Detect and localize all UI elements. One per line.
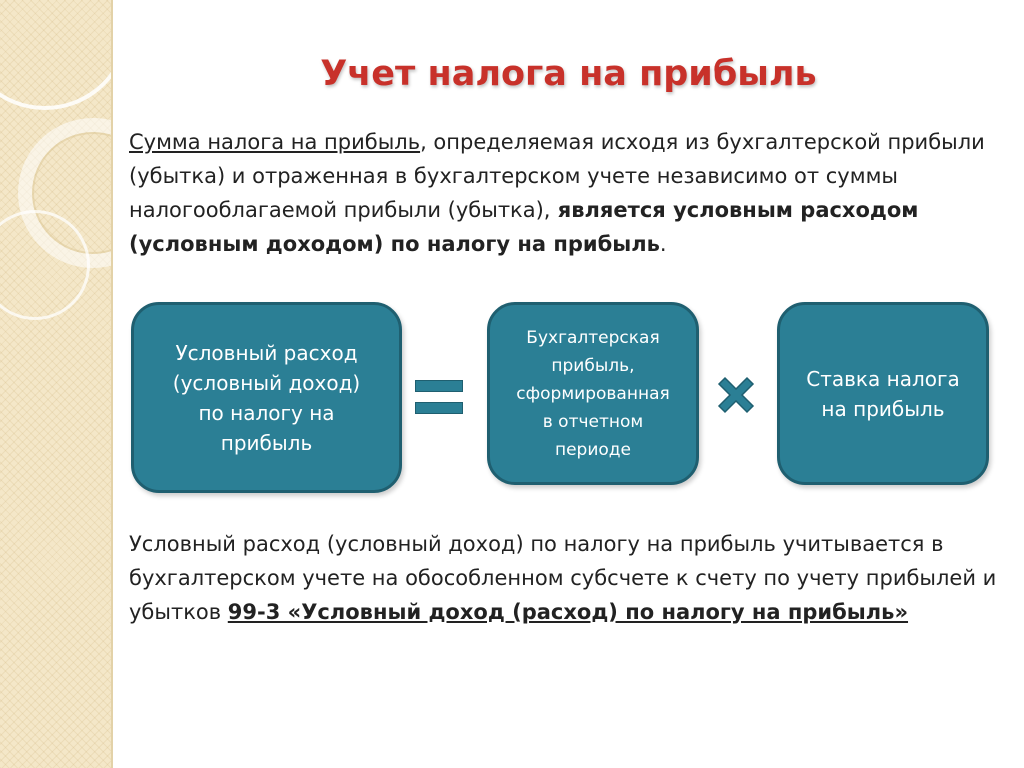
- box-line: прибыль,: [551, 355, 635, 376]
- box-line: прибыль: [220, 430, 313, 455]
- box-line: Ставка налога: [806, 366, 960, 391]
- box-line: Бухгалтерская: [526, 327, 660, 348]
- definition-bold: является условным расходом (условным доходом) по налогу на прибыль: [129, 198, 919, 256]
- term-underlined: Сумма налога на прибыль: [129, 130, 421, 154]
- box-line: в отчетном: [542, 411, 644, 432]
- subaccount-name: 99-3 «Условный доход (расход) по налогу на прибыль»: [227, 600, 909, 624]
- box-line: по налогу на: [198, 400, 335, 425]
- subaccount-text: Условный расход (условный доход) по налогу на прибыль учитывается в бухгалтерском учете на обособленном субсчете к счету по учету прибылей и убытков: [129, 532, 997, 624]
- box-line: Условный расход: [175, 340, 358, 365]
- equals-icon: [415, 380, 463, 414]
- box-line: на прибыль: [821, 396, 945, 421]
- box-line: сформированная: [516, 383, 670, 404]
- slide-title: Учет налога на прибыль: [320, 54, 817, 94]
- multiply-icon: [713, 372, 759, 418]
- box-line: периоде: [554, 439, 631, 460]
- formula-box-conditional-expense: [131, 302, 402, 493]
- definition-text: , определяемая исходя из бухгалтерской прибыли (убытка) и отраженная в бухгалтерском учете независимо от суммы налогооблагаемой прибыли (убытка),: [129, 130, 985, 222]
- decorative-ring: [0, 0, 113, 110]
- definition-end: .: [659, 232, 667, 256]
- box-line: (условный доход): [172, 370, 361, 395]
- formula-box-tax-rate: [777, 302, 989, 485]
- subaccount-paragraph: [129, 527, 1001, 629]
- formula-box-accounting-profit: [487, 302, 699, 485]
- definition-paragraph: [129, 125, 1001, 261]
- decorative-side-strip: [0, 0, 113, 768]
